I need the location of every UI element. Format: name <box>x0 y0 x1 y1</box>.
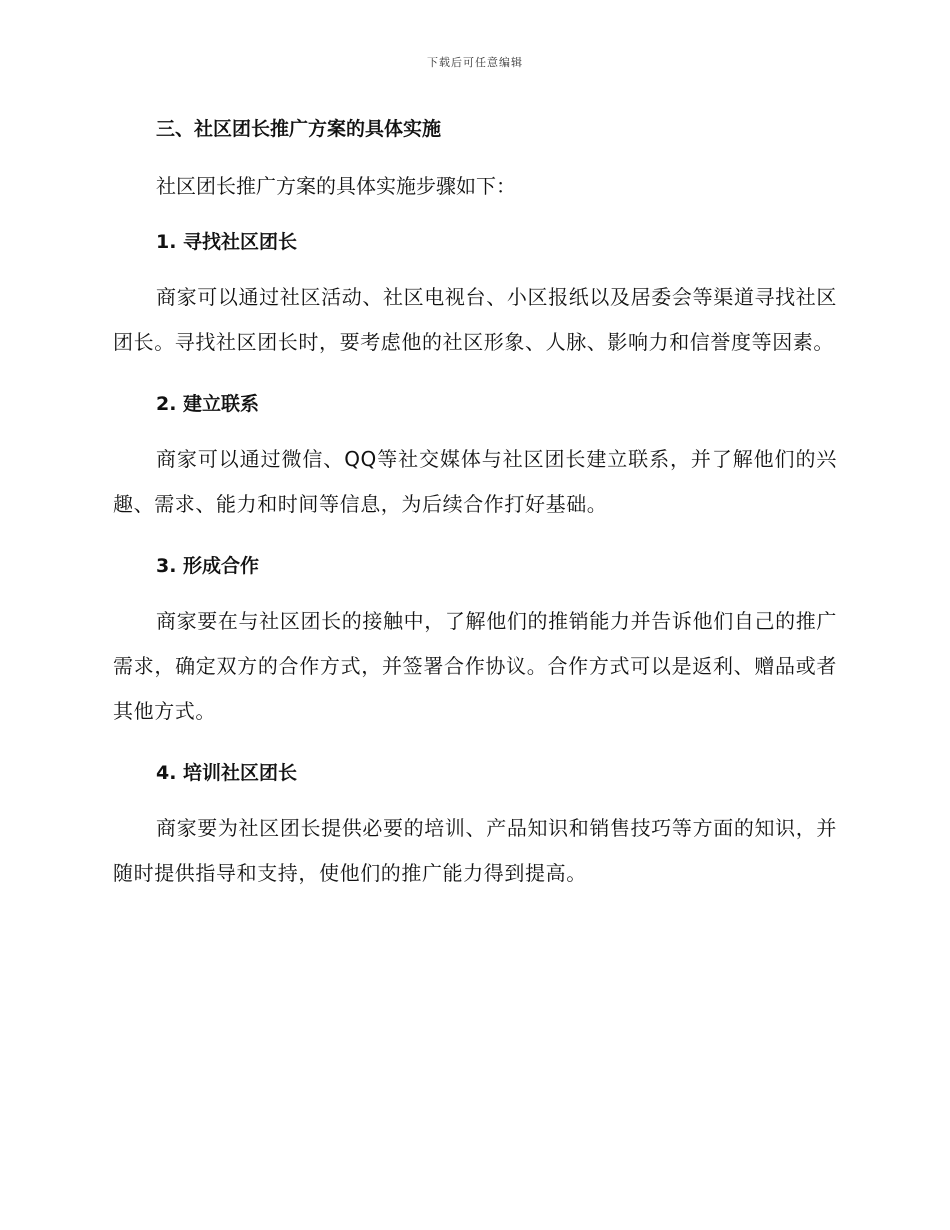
section-title: 三、社区团长推广方案的具体实施 <box>156 118 442 140</box>
subheading-train-leader: 4. 培训社区团长 <box>156 762 298 784</box>
document-body <box>113 112 837 896</box>
paragraph-form-cooperation: 商家要在与社区团长的接触中，了解他们的推销能力并告诉他们自己的推广需求，确定双方的合作方式，并签署合作协议。合作方式可以是返利、赠品或者其他方式。 <box>113 609 837 723</box>
intro-text: 社区团长推广方案的具体实施步骤如下： <box>156 174 516 198</box>
subheading-form-cooperation: 3. 形成合作 <box>156 555 260 577</box>
subheading-find-leader: 1. 寻找社区团长 <box>156 231 298 253</box>
header-note: 下载后可任意编辑 <box>427 56 523 69</box>
paragraph-find-leader: 商家可以通过社区活动、社区电视台、小区报纸以及居委会等渠道寻找社区团长。寻找社区团长时，要考虑他的社区形象、人脉、影响力和信誉度等因素。 <box>113 285 837 354</box>
subheading-build-contact: 2. 建立联系 <box>156 393 260 415</box>
paragraph-train-leader: 商家要为社区团长提供必要的培训、产品知识和销售技巧等方面的知识，并随时提供指导和支持，使他们的推广能力得到提高。 <box>113 816 837 885</box>
paragraph-build-contact: 商家可以通过微信、QQ等社交媒体与社区团长建立联系，并了解他们的兴趣、需求、能力和时间等信息，为后续合作打好基础。 <box>113 447 837 516</box>
